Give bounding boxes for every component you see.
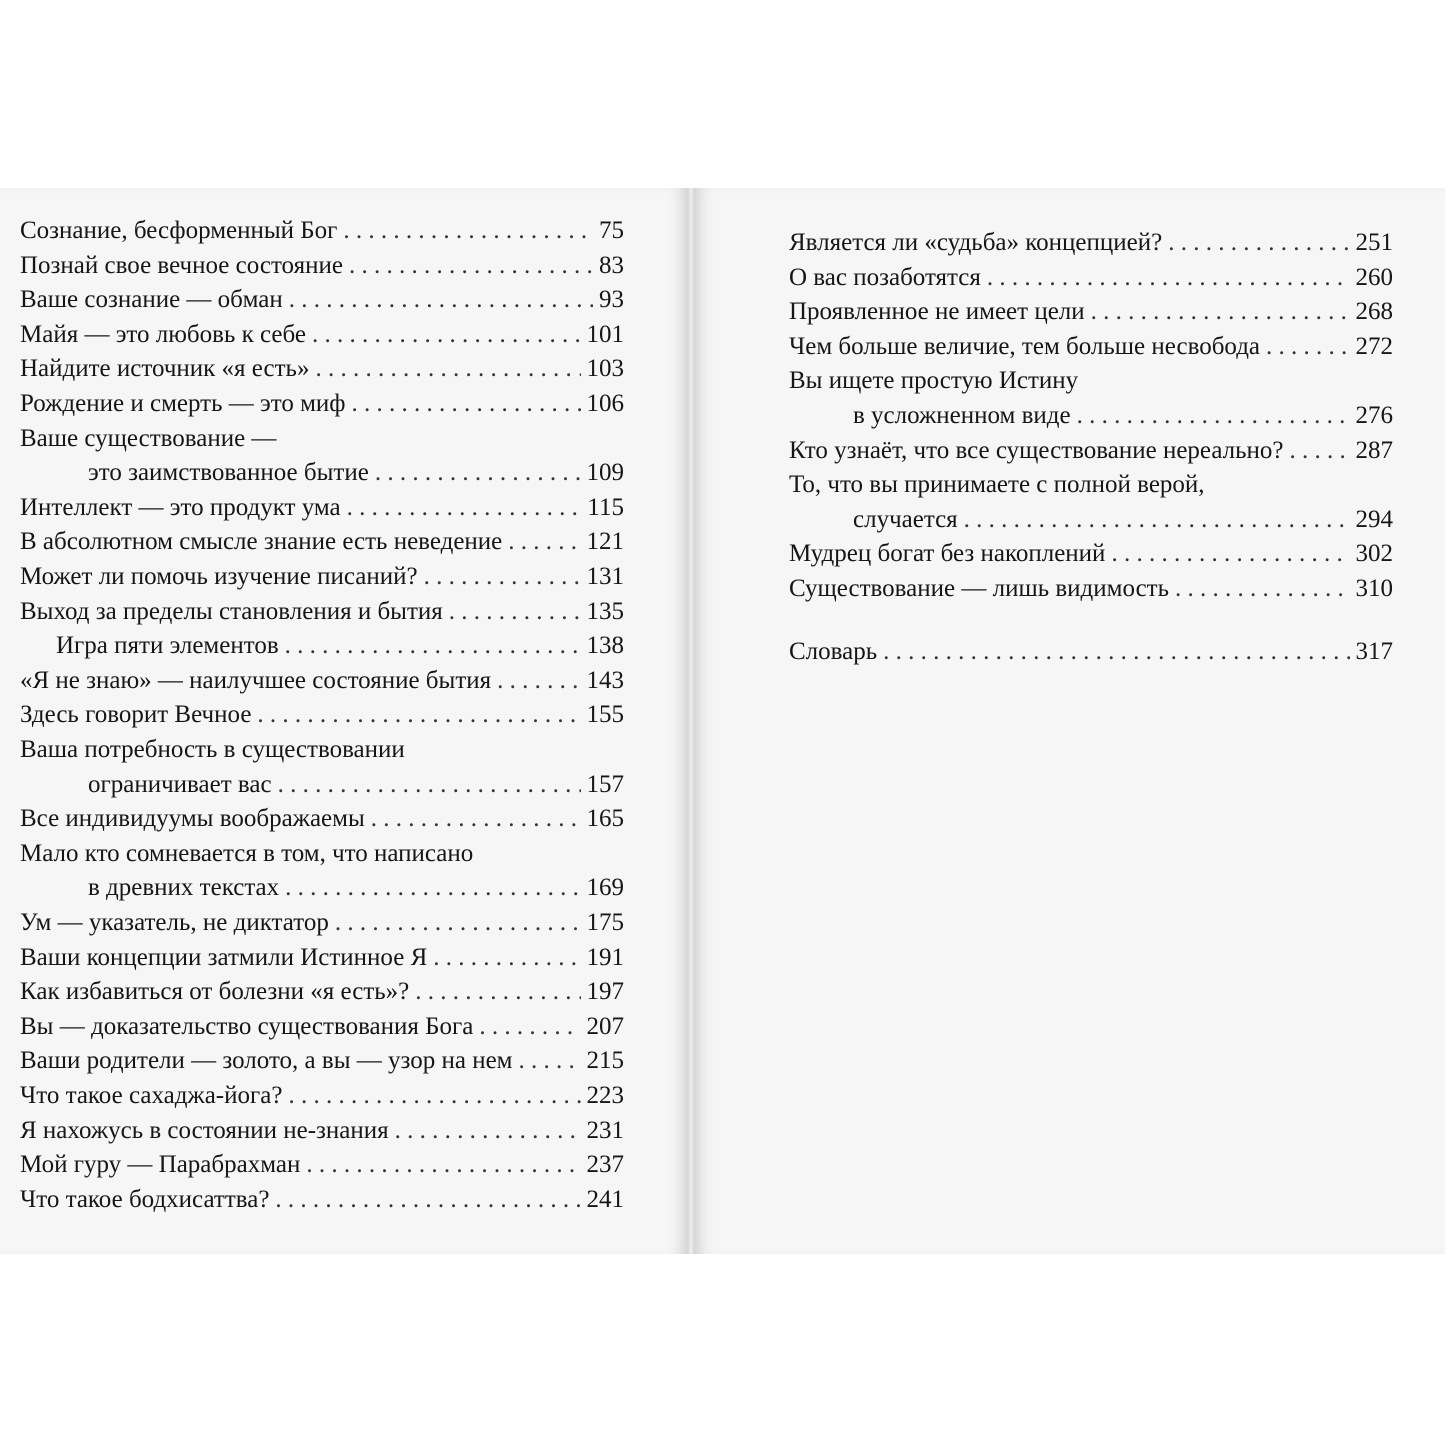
- toc-entry-continuation: случается: [853, 505, 958, 533]
- toc-entry-title: Может ли помочь изучение писаний?: [20, 563, 418, 590]
- dot-leader: [347, 491, 582, 525]
- toc-entry-title: Мой гуру — Парабрахман: [20, 1151, 301, 1179]
- right-page: [694, 188, 1445, 1254]
- dot-leader: [371, 802, 581, 836]
- dot-leader: [1077, 399, 1350, 433]
- toc-page-number: 131: [586, 563, 624, 590]
- toc-entry-title: Мудрец богат без накоплений: [789, 540, 1106, 568]
- toc-page-number: 175: [586, 909, 624, 936]
- dot-leader: [1091, 295, 1350, 329]
- toc-page-number: 268: [1355, 298, 1393, 326]
- dot-leader: [1266, 330, 1349, 364]
- toc-entry-title: О вас позаботятся: [789, 263, 981, 291]
- toc-entry-title: Игра пяти элементов: [56, 632, 279, 660]
- dot-leader: [987, 261, 1350, 295]
- toc-page-number: 106: [586, 390, 624, 417]
- toc-entry-title: Вы — доказательство существования Бога: [20, 1012, 474, 1040]
- toc-page-number: 169: [586, 874, 624, 902]
- dot-leader: [1175, 572, 1349, 606]
- toc-page-number: 165: [586, 805, 624, 833]
- toc-entry-title: Найдите источник «я есть»: [20, 355, 310, 383]
- dot-leader: [278, 768, 581, 802]
- dot-leader: [415, 975, 580, 1009]
- toc-entry-continuation: ограничивает вас: [88, 770, 272, 798]
- toc-entry: [789, 330, 1393, 364]
- toc-entry-title: Проявленное не имеет цели: [789, 298, 1085, 326]
- toc-entry-title: То, что вы принимаете с полной верой,: [789, 471, 1205, 499]
- dot-leader: [257, 698, 580, 732]
- dot-leader: [275, 1183, 580, 1217]
- toc-page-number: 191: [586, 943, 624, 971]
- toc-entry: [20, 1148, 624, 1182]
- toc-entry-title: Ваше существование —: [20, 424, 277, 452]
- toc-entry: [20, 595, 624, 629]
- toc-entry-title: Выход за пределы становления и бытия: [20, 597, 443, 625]
- toc-page-number: 103: [586, 355, 624, 383]
- toc-entry: [20, 1010, 624, 1044]
- toc-entry-title: Сознание, бесформенный Бог: [20, 217, 338, 244]
- toc-page-number: 287: [1355, 436, 1393, 464]
- toc-entry: [88, 768, 624, 802]
- dot-leader: [964, 503, 1350, 537]
- toc-entry: [20, 352, 624, 386]
- toc-entry: [789, 572, 1393, 606]
- toc-entry: [20, 525, 624, 559]
- toc-entry-title: Ваши концепции затмили Истинное Я: [20, 943, 428, 971]
- dot-leader: [335, 906, 581, 940]
- toc-entry: [20, 1079, 624, 1113]
- toc-page-number: 231: [586, 1116, 624, 1144]
- toc-entry-title: Мало кто сомневается в том, что написано: [20, 839, 474, 867]
- toc-page-number: 143: [586, 666, 624, 694]
- dot-leader: [508, 525, 580, 559]
- toc-entry: [20, 318, 624, 352]
- toc-page-number: 260: [1355, 263, 1393, 291]
- toc-entry: [20, 698, 624, 732]
- toc-entry: [20, 1114, 624, 1148]
- toc-entry: [789, 295, 1393, 329]
- dot-leader: [1168, 226, 1349, 260]
- toc-entry: [853, 503, 1393, 537]
- toc-page-number: 223: [586, 1082, 624, 1109]
- dot-leader: [1111, 537, 1349, 571]
- toc-entry-title: Что такое сахаджа-йога?: [20, 1082, 283, 1109]
- toc-entry-title: Вы ищете простую Истину: [789, 367, 1079, 395]
- toc-page-number: 237: [586, 1151, 624, 1179]
- toc-entry-title: Что такое бодхисаттва?: [20, 1185, 270, 1213]
- toc-entry: [20, 1183, 624, 1217]
- toc-page-number: 115: [587, 493, 624, 521]
- dot-leader: [288, 1079, 580, 1113]
- toc-page-number: 138: [586, 632, 624, 660]
- toc-entry: [20, 664, 624, 698]
- toc-entry-title: Словарь: [789, 637, 878, 665]
- toc-page-number: 310: [1355, 575, 1393, 602]
- toc-entry: [20, 802, 624, 836]
- toc-page-number: 215: [586, 1047, 624, 1075]
- toc-entry: [20, 387, 624, 421]
- toc-page-number: 109: [586, 459, 624, 487]
- toc-page-number: 276: [1355, 402, 1393, 429]
- dot-leader: [306, 1148, 580, 1182]
- toc-entry-title: Интеллект — это продукт ума: [20, 493, 341, 521]
- dot-leader: [285, 871, 580, 905]
- toc-entry: [20, 283, 624, 317]
- dot-leader: [395, 1114, 581, 1148]
- toc-entry: [88, 871, 624, 905]
- dot-leader: [312, 318, 581, 352]
- dot-leader: [315, 352, 580, 386]
- toc-entry-title: Ум — указатель, не диктатор: [20, 909, 329, 936]
- toc-entry-title: В абсолютном смысле знание есть неведение: [20, 528, 503, 556]
- toc-page-number: 302: [1355, 540, 1393, 568]
- toc-entry: [20, 975, 624, 1009]
- toc-entry: [20, 941, 624, 975]
- toc-entry: [789, 226, 1393, 260]
- dot-leader: [351, 387, 580, 421]
- toc-entry: [20, 214, 624, 248]
- dot-leader: [349, 249, 593, 283]
- toc-entry-title: Майя — это любовь к себе: [20, 320, 306, 348]
- toc-entry: [789, 434, 1393, 468]
- toc-page-number: 251: [1355, 229, 1393, 256]
- dot-leader: [285, 629, 581, 663]
- toc-page-number: 83: [599, 251, 624, 279]
- left-page: [0, 188, 688, 1254]
- toc-entry-title: Чем больше величие, тем больше несвобода: [789, 332, 1261, 360]
- toc-entry-continuation: в усложненном виде: [853, 402, 1071, 429]
- toc-entry-title: Кто узнаёт, что все существование нереально?: [789, 436, 1284, 464]
- dot-leader: [519, 1044, 581, 1078]
- toc-entry-title: Ваша потребность в существовании: [20, 736, 405, 763]
- toc-entry: [20, 560, 624, 594]
- toc-entry-title: Все индивидуумы воображаемы: [20, 805, 365, 833]
- toc-entry-title: Познай свое вечное состояние: [20, 251, 343, 279]
- toc-page-number: 317: [1355, 637, 1393, 665]
- toc-entry-continuation: это заимствованное бытие: [88, 459, 369, 487]
- toc-page-number: 93: [599, 286, 624, 314]
- toc-entry: [789, 537, 1393, 571]
- toc-entry-title: Ваше сознание — обман: [20, 286, 283, 314]
- toc-entry: [20, 1044, 624, 1078]
- toc-page-number: 75: [599, 217, 624, 244]
- toc-page-number: 121: [586, 528, 624, 556]
- dot-leader: [497, 664, 580, 698]
- toc-page-number: 241: [586, 1185, 624, 1213]
- toc-entry: [20, 249, 624, 283]
- toc-entry: [20, 906, 624, 940]
- dot-leader: [479, 1010, 580, 1044]
- toc-page-number: 101: [586, 320, 624, 348]
- dot-leader: [289, 283, 593, 317]
- toc-entry-continuation: в древних текстах: [88, 874, 280, 902]
- toc-entry-title: Существование — лишь видимость: [789, 575, 1170, 602]
- toc-page-number: 155: [586, 701, 624, 729]
- dot-leader: [343, 214, 593, 248]
- toc-entry: [789, 635, 1393, 669]
- dot-leader: [449, 595, 581, 629]
- toc-page-number: 157: [586, 770, 624, 798]
- toc-entry: [56, 629, 624, 663]
- dot-leader: [375, 456, 581, 490]
- toc-entry: [789, 261, 1393, 295]
- toc-entry: [20, 491, 624, 525]
- dot-leader: [424, 560, 581, 594]
- toc-page-number: 135: [586, 597, 624, 625]
- toc-entry: [88, 456, 624, 490]
- toc-page-number: 197: [586, 978, 624, 1006]
- toc-page-number: 207: [586, 1012, 624, 1040]
- toc-entry-title: Ваши родители — золото, а вы — узор на нем: [20, 1047, 513, 1075]
- dot-leader: [1290, 434, 1350, 468]
- dot-leader: [883, 635, 1349, 669]
- toc-entry-title: «Я не знаю» — наилучшее состояние бытия: [20, 666, 492, 694]
- toc-entry: [853, 399, 1393, 433]
- toc-entry-title: Является ли «судьба» концепцией?: [789, 229, 1163, 256]
- toc-entry-title: Как избавиться от болезни «я есть»?: [20, 978, 410, 1006]
- dot-leader: [433, 941, 580, 975]
- toc-page-number: 294: [1355, 505, 1393, 533]
- toc-entry-title: Я нахожусь в состоянии не-знания: [20, 1116, 389, 1144]
- toc-entry-title: Рождение и смерть — это миф: [20, 390, 346, 417]
- toc-page-number: 272: [1355, 332, 1393, 360]
- toc-entry-title: Здесь говорит Вечное: [20, 701, 252, 729]
